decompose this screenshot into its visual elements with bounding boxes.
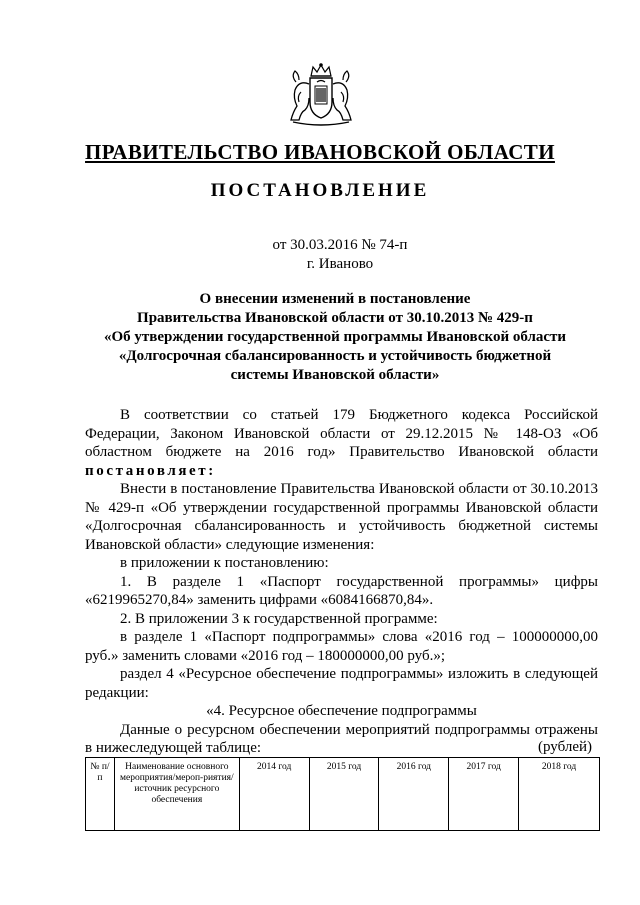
preamble-text: В соответствии со статьей 179 Бюджетного кодекса Российской Федерации, Законом Ивановской области от 29.12.2015 № 148-ОЗ «Об областном бюджете на 2016 год» Правительство Ивановской области bbox=[85, 407, 598, 460]
table-unit-label: (рублей) bbox=[538, 739, 593, 755]
document-body bbox=[85, 406, 598, 758]
table-header-cell: 2014 год bbox=[239, 758, 309, 831]
body-paragraph: 2. В приложении 3 к государственной программе: bbox=[120, 610, 438, 627]
document-city: г. Иваново bbox=[306, 256, 374, 272]
table-header-cell: 2016 год bbox=[379, 758, 449, 831]
subject-line: системы Ивановской области» bbox=[230, 367, 440, 383]
body-paragraph: Внести в постановление Правительства Ивановской области от 30.10.2013 № 429-п «Об утверждении государственной программы Ивановской области «Долгосрочная сбалансированность и устойчивость бюджетной системы Ивановской области» следующие изменения: bbox=[85, 481, 598, 553]
document-subject bbox=[70, 290, 600, 385]
government-title: ПРАВИТЕЛЬСТВО ИВАНОВСКОЙ ОБЛАСТИ bbox=[85, 140, 555, 164]
table-header-cell: Наименование основного мероприятия/мероп-риятия/источник ресурсного обеспечения bbox=[114, 758, 239, 831]
subject-line: О внесении изменений в постановление bbox=[199, 291, 471, 307]
decree-word: постановляет: bbox=[85, 462, 216, 479]
table-header-cell: 2018 год bbox=[519, 758, 600, 831]
body-paragraph: 1. В разделе 1 «Паспорт государственной программы» цифры «6219965270,84» заменить цифрами «6084166870,84». bbox=[85, 573, 598, 608]
subject-line: Правительства Ивановской области от 30.10.2013 № 429-п bbox=[137, 310, 533, 326]
document-date-number: от 30.03.2016 № 74-п bbox=[272, 237, 408, 253]
ivanovo-coat-of-arms-icon bbox=[287, 62, 355, 128]
table-header-cell: 2017 год bbox=[449, 758, 519, 831]
body-paragraph: в приложении к постановлению: bbox=[120, 555, 329, 571]
subject-line: «Долгосрочная сбалансированность и устойчивость бюджетной bbox=[118, 348, 552, 364]
document-type: ПОСТАНОВЛЕНИЕ bbox=[210, 180, 430, 201]
resource-table bbox=[85, 757, 600, 831]
body-paragraph: в разделе 1 «Паспорт подпрограммы» слова «2016 год – 100000000,00 руб.» заменить словами «2016 год – 180000000,00 руб.»; bbox=[85, 629, 598, 664]
table-header-cell: № п/п bbox=[86, 758, 115, 831]
body-paragraph: Данные о ресурсном обеспечении мероприятий подпрограммы отражены в нижеследующей таблице: bbox=[85, 721, 598, 756]
preamble-paragraph bbox=[85, 406, 598, 480]
subject-line: «Об утверждении государственной программы Ивановской области bbox=[103, 329, 567, 345]
table-header-cell: 2015 год bbox=[309, 758, 379, 831]
table-header-row bbox=[86, 758, 600, 831]
body-paragraph: раздел 4 «Ресурсное обеспечение подпрограммы» изложить в следующей редакции: bbox=[85, 666, 598, 701]
section-heading: «4. Ресурсное обеспечение подпрограммы bbox=[206, 703, 477, 719]
